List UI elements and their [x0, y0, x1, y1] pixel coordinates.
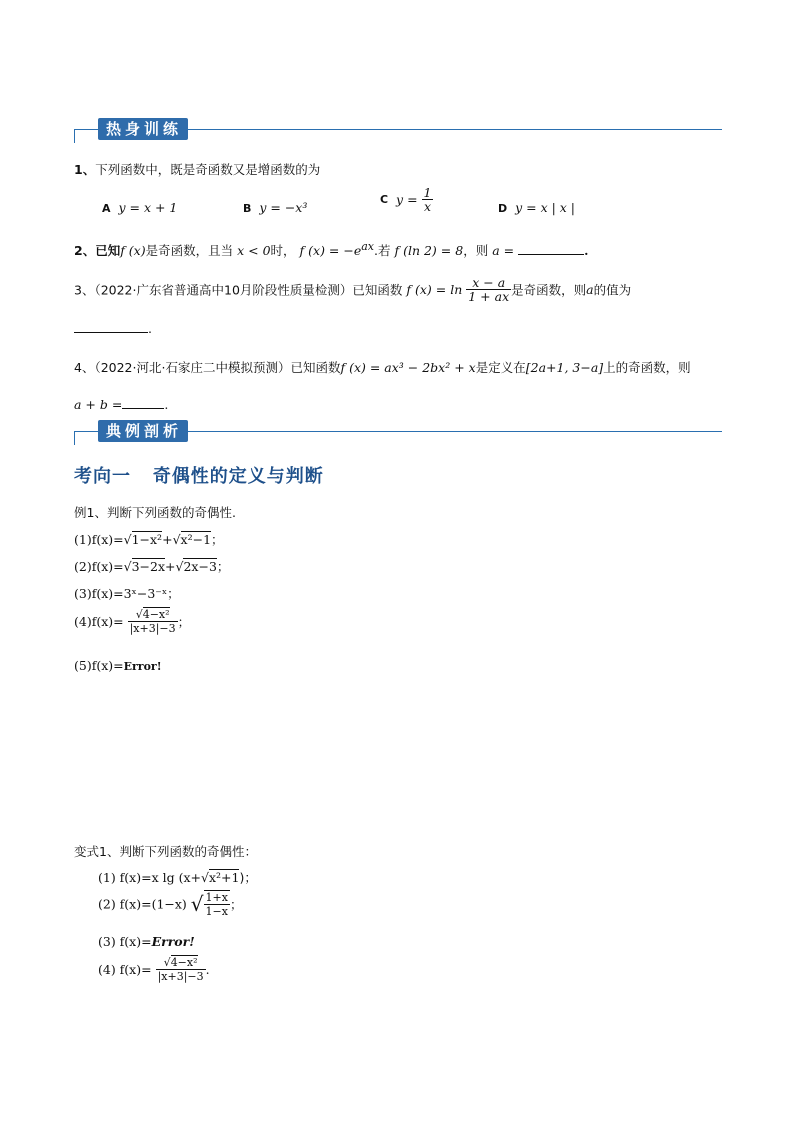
variant-1-item-2: (2) f(x)=(1−x) √ $\frac{1+x}{1-x}$ ； — [98, 891, 243, 918]
q3-end: . — [148, 321, 152, 336]
q2-end: . — [584, 243, 589, 259]
q2-equation: f (ln 2) = 8 — [394, 243, 464, 259]
item-end: ； — [229, 897, 243, 912]
q2-text: .若 — [374, 243, 391, 259]
example-1-item-1: (1)f(x)=√1−x²+√x²−1； — [74, 532, 224, 547]
item-fraction: $\frac{\text{√4−x²}}{|x+3|-3}$ — [129, 608, 176, 635]
answer-blank[interactable] — [518, 242, 584, 255]
answer-blank[interactable] — [122, 396, 164, 409]
q2-text: 时， — [270, 243, 296, 259]
item-prefix: (1) f(x)=x lg (x+ — [98, 870, 201, 885]
q2-text: ，则 — [463, 243, 489, 259]
variant-1-item-4 — [98, 956, 210, 983]
radicand: x²−1 — [180, 532, 212, 547]
item-end: . — [205, 962, 210, 977]
radicand: 1−x² — [131, 532, 163, 547]
fraction-numerator: x − a — [472, 275, 506, 290]
operator: + — [162, 532, 173, 547]
question-3 — [74, 276, 631, 303]
q3-fraction — [466, 276, 511, 303]
option-letter: D — [498, 202, 508, 215]
fraction-denominator: 1−x — [205, 905, 228, 918]
q3-variable: a — [586, 282, 594, 297]
q2-prefix: 2、已知 — [74, 243, 121, 259]
q1-number: 1、 — [74, 162, 96, 177]
item-end: ； — [216, 559, 230, 574]
q1-option-c — [380, 186, 433, 213]
option-fraction — [422, 186, 434, 213]
q3-prefix: 3、（2022·广东省普通高中10月阶段性质量检测）已知函数 — [74, 282, 403, 298]
fraction-denominator: |x+3|−3 — [129, 622, 176, 635]
q3-fx: f (x) = ln — [406, 282, 463, 297]
fraction-numerator: 1 — [423, 185, 432, 200]
option-letter: A — [102, 202, 111, 215]
item-prefix: (4)f(x)= — [74, 614, 124, 629]
fraction-numerator: 4−x² — [142, 608, 170, 621]
q2-fx: f (x) — [120, 243, 146, 259]
q1-stem: 下列函数中，既是奇函数又是增函数的为 — [95, 162, 321, 177]
question-1 — [74, 160, 320, 178]
q4-text: 是定义在 — [475, 360, 526, 375]
q1-option-d — [498, 200, 575, 215]
item-prefix: (5)f(x)= — [74, 658, 124, 673]
fraction-denominator: x — [422, 199, 434, 213]
fraction-denominator: |x+3|−3 — [157, 970, 204, 983]
example-1-item-2: (2)f(x)=√3−2x+√2x−3； — [74, 559, 230, 574]
topic-title: 奇偶性的定义与判断 — [152, 466, 324, 487]
q4-end: . — [164, 397, 169, 412]
option-expr: y = — [396, 192, 418, 207]
item-text: (3)f(x)=3ˣ−3⁻ˣ； — [74, 586, 180, 601]
option-expr: y = x | x | — [515, 200, 576, 215]
item-fraction — [204, 890, 230, 918]
q2-variable: a = — [492, 243, 515, 259]
q2-condition: x < 0 — [237, 243, 271, 259]
option-letter: B — [243, 202, 252, 215]
radicand: x²+1 — [208, 870, 240, 885]
item-fraction: $\frac{\text{√4−x²}}{|x+3|-3}$ — [157, 956, 204, 983]
item-prefix: (4) f(x)= — [98, 962, 152, 977]
question-4 — [74, 358, 691, 376]
item-prefix: (1)f(x)= — [74, 532, 124, 547]
error-text: Error! — [151, 934, 195, 949]
q4-fx: f (x) = ax³ − 2bx² + x — [340, 360, 476, 375]
question-2 — [74, 240, 588, 259]
operator: + — [165, 559, 176, 574]
radicand: 3−2x — [131, 559, 166, 574]
item-prefix: (3) f(x)= — [98, 934, 152, 949]
answer-blank[interactable] — [74, 320, 148, 333]
example-1-item-5 — [74, 658, 162, 673]
q4-prefix: 4、（2022·河北·石家庄二中模拟预测）已知函数 — [74, 360, 341, 375]
q3-answer-line — [74, 320, 152, 336]
item-prefix: (2)f(x)= — [74, 559, 124, 574]
section-bracket — [74, 431, 75, 445]
section-bracket — [74, 129, 75, 143]
variant-1-intro: 变式1、判断下列函数的奇偶性： — [74, 844, 257, 859]
q1-option-a — [102, 200, 177, 215]
variant-1-item-3 — [98, 934, 195, 949]
fraction-numerator: 1+x — [205, 891, 228, 904]
q2-formula: f (x) = −e — [299, 243, 362, 259]
example-title: 典例剖析 — [98, 420, 188, 442]
q4-text: 上的奇函数，则 — [603, 360, 691, 375]
fraction-numerator: 4−x² — [170, 956, 198, 969]
variant-1-item-1: (1) f(x)=x lg (x+√x²+1)； — [98, 870, 257, 885]
item-prefix: (2) f(x)=(1−x) — [98, 896, 187, 912]
error-text: Error! — [123, 660, 162, 673]
example-1-item-3 — [74, 584, 180, 602]
q3-text: 的值为 — [593, 282, 632, 298]
option-expr: y = x + 1 — [118, 200, 178, 215]
item-end: ； — [211, 532, 224, 547]
q1-option-b — [243, 200, 307, 215]
topic-heading — [74, 462, 324, 488]
radicand: 2x−3 — [183, 559, 217, 574]
warmup-title: 热身训练 — [98, 118, 188, 140]
q4-interval: [2a+1, 3−a] — [525, 360, 604, 375]
q3-text: 是奇函数，则 — [511, 282, 587, 298]
example-1-intro: 例1、判断下列函数的奇偶性. — [74, 505, 236, 520]
topic-label: 考向一 — [74, 466, 131, 487]
option-letter: C — [380, 193, 389, 206]
fraction-denominator: 1 + ax — [468, 289, 510, 304]
item-end: ； — [177, 614, 191, 630]
q2-exponent: ax — [361, 240, 375, 253]
item-end: )； — [239, 870, 257, 885]
option-expr: y = −x³ — [259, 200, 308, 215]
q2-text: 是奇函数，且当 — [145, 243, 234, 259]
example-1-item-4 — [74, 608, 190, 635]
q4-answer-line — [74, 396, 168, 412]
q4-variable: a + b = — [74, 397, 123, 412]
